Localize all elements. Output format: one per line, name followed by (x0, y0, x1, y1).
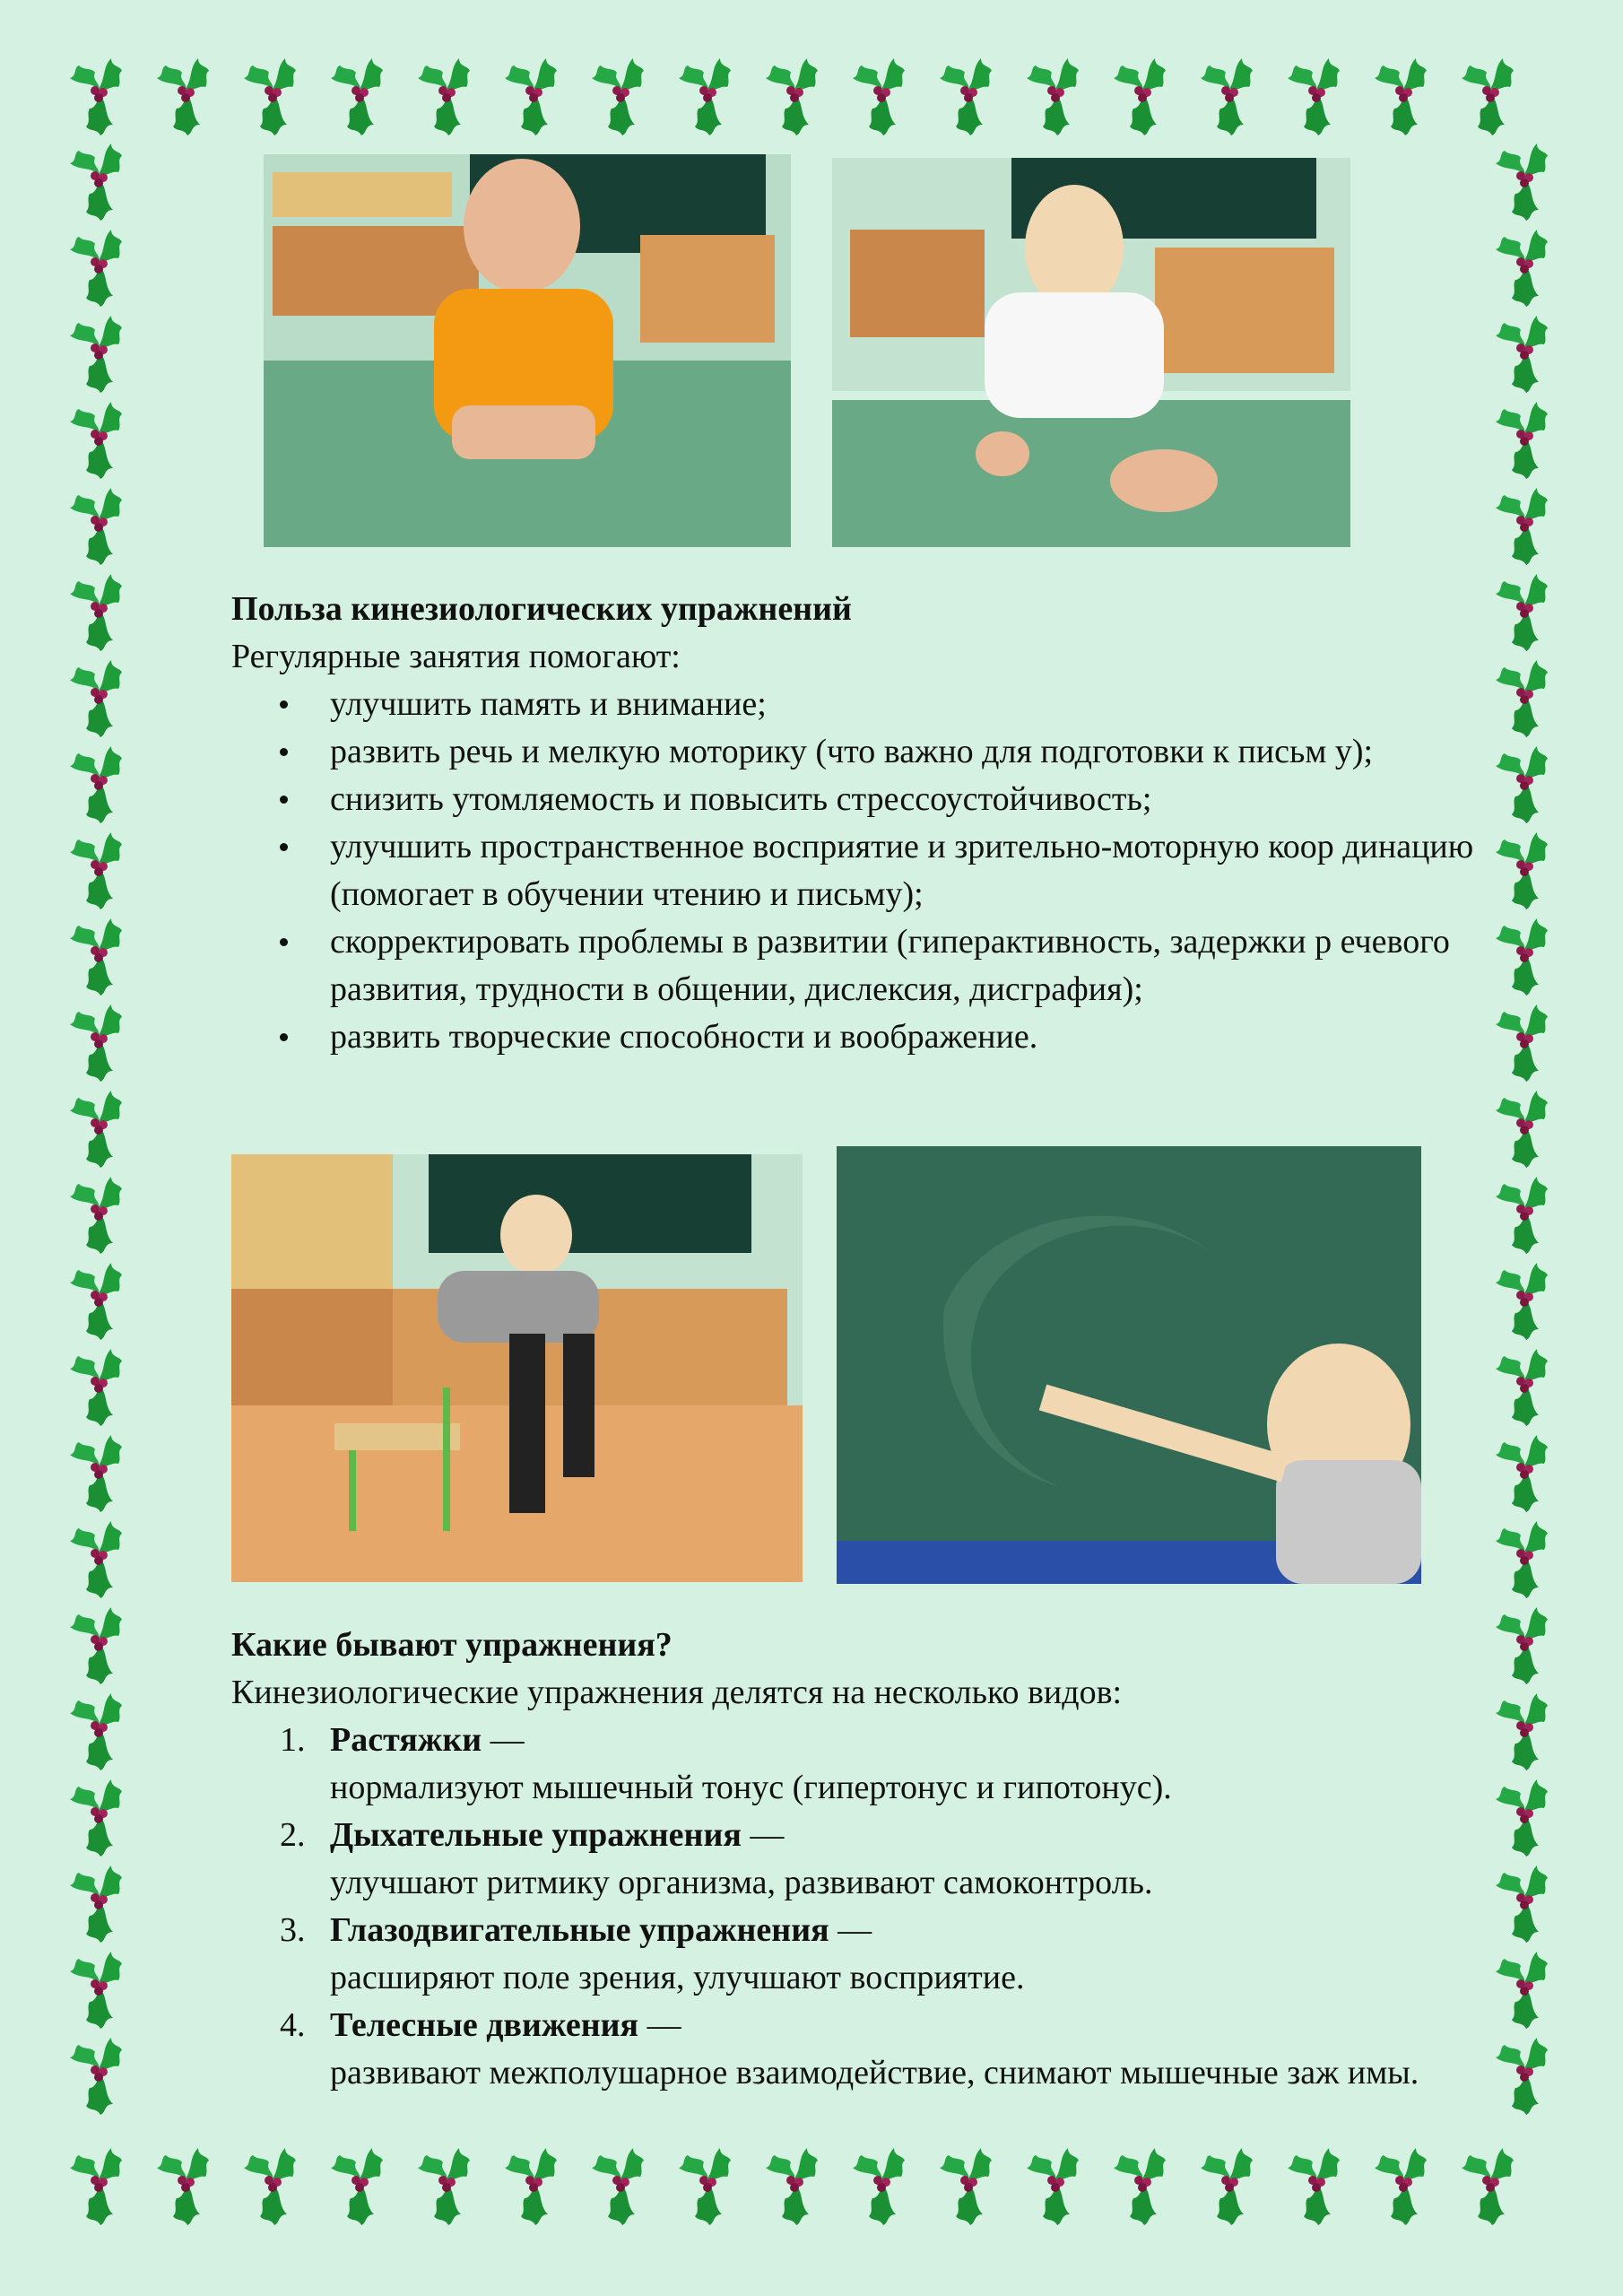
holly-sprig-icon (1375, 2148, 1427, 2225)
benefit-item: развить творческие способности и воображение. (330, 1013, 1487, 1061)
exercises-section (231, 1622, 1487, 2097)
exercise-dash: — (829, 1911, 872, 1949)
holly-sprig-icon (331, 58, 383, 135)
holly-sprig-icon (70, 402, 122, 479)
holly-sprig-icon (418, 2148, 470, 2225)
holly-sprig-icon (70, 1004, 122, 1082)
exercise-item (280, 1812, 1487, 1907)
holly-sprig-icon (1375, 58, 1427, 135)
exercise-number: 3. (280, 1911, 306, 1949)
exercise-number: 4. (280, 2006, 306, 2044)
holly-sprig-icon (853, 58, 905, 135)
holly-sprig-icon (70, 832, 122, 909)
benefit-item: улучшить память и внимание; (330, 681, 1487, 728)
holly-sprig-icon (1496, 1693, 1548, 1770)
holly-sprig-icon (1496, 316, 1548, 393)
holly-sprig-icon (1496, 1607, 1548, 1684)
exercise-dash: — (741, 1816, 785, 1854)
benefit-item: улучшить пространственное восприятие и зрительно-моторную коор динацию (помогает в обучении чтению и письму); (330, 823, 1487, 918)
benefits-section (231, 586, 1487, 1061)
holly-sprig-icon (766, 58, 818, 135)
holly-sprig-icon (70, 746, 122, 823)
holly-sprig-icon (70, 2148, 122, 2225)
exercise-dash: — (638, 2006, 681, 2044)
exercise-title: Дыхательные упражнения (330, 1816, 742, 1854)
holly-sprig-icon (1496, 1435, 1548, 1512)
exercise-item (280, 2002, 1487, 2097)
holly-sprig-icon (157, 58, 209, 135)
exercises-intro: Кинезиологические упражнения делятся на несколько видов: (231, 1674, 1123, 1711)
benefits-list (231, 681, 1487, 1061)
holly-sprig-icon (1496, 574, 1548, 651)
holly-sprig-icon (1496, 1521, 1548, 1598)
holly-sprig-icon (505, 2148, 557, 2225)
benefit-item: скорректировать проблемы в развитии (гиперактивность, задержки р ечевого развития, трудности в общении, дислексия, дисграфия); (330, 918, 1487, 1013)
holly-sprig-icon (70, 488, 122, 565)
holly-sprig-icon (1496, 1263, 1548, 1340)
holly-sprig-icon (1288, 2148, 1340, 2225)
exercise-title: Растяжки (330, 1721, 482, 1759)
holly-sprig-icon (244, 2148, 296, 2225)
holly-sprig-icon (679, 2148, 731, 2225)
holly-sprig-icon (1201, 58, 1253, 135)
holly-sprig-icon (1496, 144, 1548, 221)
holly-sprig-icon (1496, 660, 1548, 737)
holly-sprig-icon (418, 58, 470, 135)
holly-sprig-icon (70, 1263, 122, 1340)
holly-sprig-icon (940, 2148, 992, 2225)
holly-sprig-icon (505, 58, 557, 135)
holly-sprig-icon (1201, 2148, 1253, 2225)
photo-girl-with-chair (231, 1154, 803, 1582)
holly-sprig-icon (1496, 488, 1548, 565)
holly-sprig-icon (70, 1349, 122, 1426)
holly-sprig-icon (1496, 1091, 1548, 1168)
holly-sprig-icon (1496, 1177, 1548, 1254)
benefit-item: снизить утомляемость и повысить стрессоустойчивость; (330, 776, 1487, 823)
exercise-description: улучшают ритмику организма, развивают самоконтроль. (330, 1864, 1153, 1901)
exercise-title: Телесные движения (330, 2006, 639, 2044)
holly-sprig-icon (70, 1952, 122, 2029)
exercise-description: расширяют поле зрения, улучшают восприятие. (330, 1959, 1025, 1996)
holly-sprig-icon (1462, 2148, 1514, 2225)
holly-sprig-icon (1496, 1952, 1548, 2029)
holly-sprig-icon (1027, 58, 1079, 135)
holly-sprig-icon (70, 144, 122, 221)
holly-sprig-icon (70, 1177, 122, 1254)
holly-sprig-icon (1288, 58, 1340, 135)
holly-sprig-icon (70, 1693, 122, 1770)
holly-sprig-icon (1496, 918, 1548, 996)
holly-sprig-icon (766, 2148, 818, 2225)
exercise-item (280, 1907, 1487, 2002)
exercises-list (231, 1717, 1487, 2097)
exercise-title: Глазодвигательные упражнения (330, 1911, 829, 1949)
holly-sprig-icon (1027, 2148, 1079, 2225)
holly-sprig-icon (70, 58, 122, 135)
holly-sprig-icon (70, 2038, 122, 2115)
holly-sprig-icon (1496, 230, 1548, 307)
benefit-item: развить речь и мелкую моторику (что важно для подготовки к письм у); (330, 728, 1487, 776)
holly-sprig-icon (331, 2148, 383, 2225)
holly-sprig-icon (1496, 1866, 1548, 1943)
exercise-dash: — (482, 1721, 525, 1759)
holly-sprig-icon (70, 1866, 122, 1943)
holly-sprig-icon (1114, 2148, 1166, 2225)
benefits-heading: Польза кинезиологических упражнений (231, 590, 852, 628)
holly-sprig-icon (70, 1435, 122, 1512)
holly-sprig-icon (1114, 58, 1166, 135)
photo-boy-hands-on-table (264, 154, 791, 547)
holly-sprig-icon (70, 1607, 122, 1684)
exercises-heading: Какие бывают упражнения? (231, 1626, 673, 1664)
holly-sprig-icon (70, 1779, 122, 1857)
holly-sprig-icon (592, 58, 644, 135)
holly-sprig-icon (70, 1091, 122, 1168)
holly-sprig-icon (70, 316, 122, 393)
photo-girl-hand-fist-palm (832, 158, 1350, 547)
holly-sprig-icon (70, 574, 122, 651)
holly-sprig-icon (1496, 1004, 1548, 1082)
exercise-number: 1. (280, 1721, 306, 1759)
exercise-number: 2. (280, 1816, 306, 1854)
holly-sprig-icon (70, 1521, 122, 1598)
holly-sprig-icon (1496, 402, 1548, 479)
holly-sprig-icon (1496, 746, 1548, 823)
holly-sprig-icon (1496, 832, 1548, 909)
holly-sprig-icon (70, 230, 122, 307)
holly-sprig-icon (70, 660, 122, 737)
holly-sprig-icon (592, 2148, 644, 2225)
exercise-description: нормализуют мышечный тонус (гипертонус и гипотонус). (330, 1769, 1172, 1806)
photo-boy-drawing-on-board (837, 1146, 1421, 1584)
holly-sprig-icon (157, 2148, 209, 2225)
holly-sprig-icon (940, 58, 992, 135)
holly-sprig-icon (1496, 1779, 1548, 1857)
holly-sprig-icon (1496, 2038, 1548, 2115)
holly-sprig-icon (853, 2148, 905, 2225)
holly-sprig-icon (679, 58, 731, 135)
holly-sprig-icon (1496, 1349, 1548, 1426)
exercise-item (280, 1717, 1487, 1812)
exercise-description: развивают межполушарное взаимодействие, снимают мышечные заж имы. (330, 2054, 1419, 2092)
holly-sprig-icon (1462, 58, 1514, 135)
benefits-intro: Регулярные занятия помогают: (231, 638, 681, 675)
holly-sprig-icon (70, 918, 122, 996)
holly-sprig-icon (244, 58, 296, 135)
